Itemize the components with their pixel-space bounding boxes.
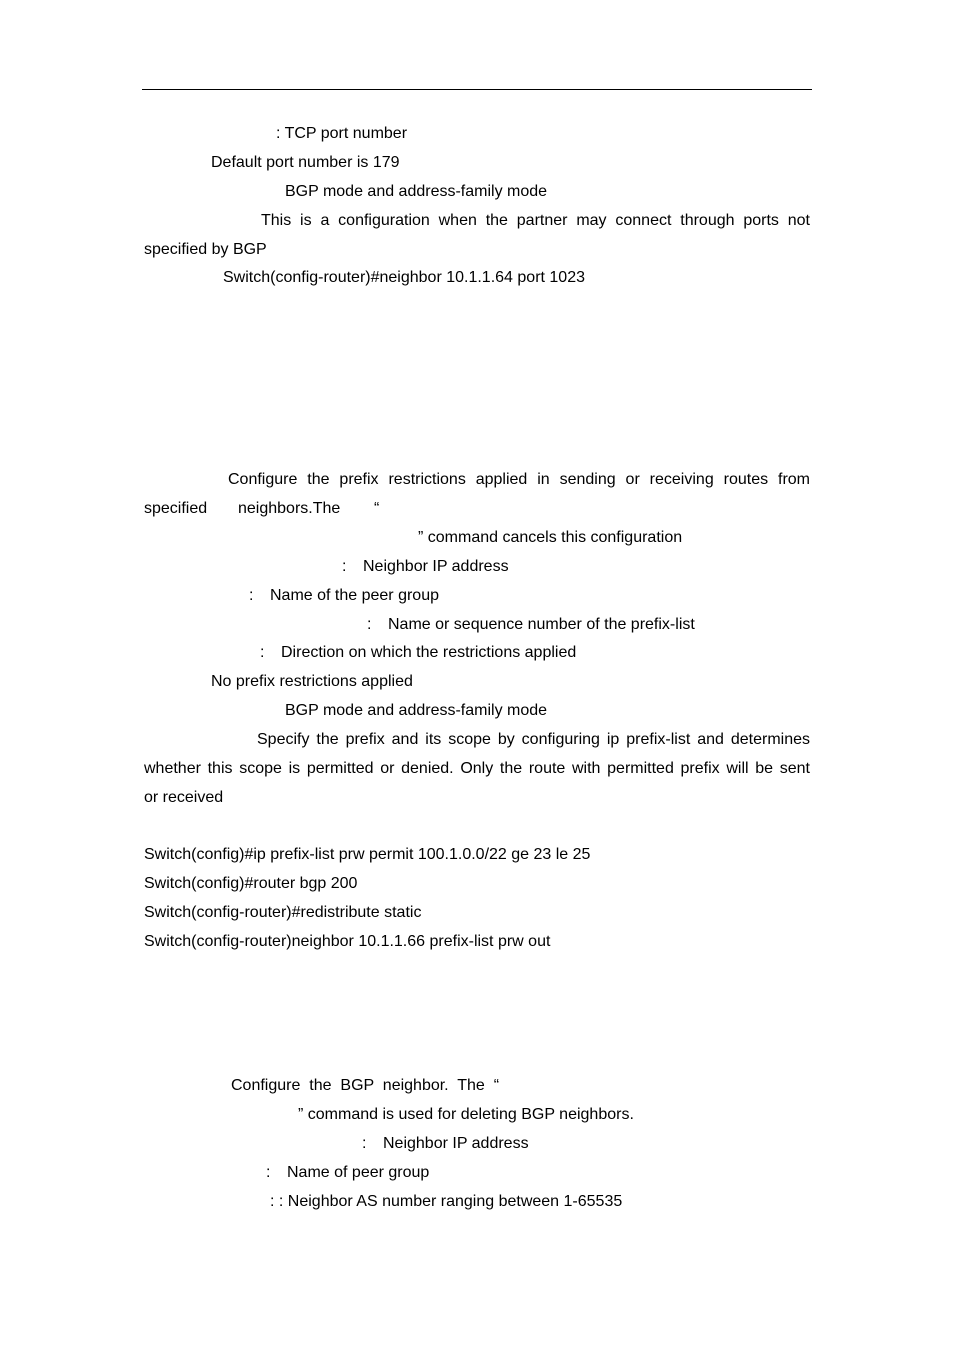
prefix-param-1-colon: : (342, 558, 347, 575)
prefix-function-line-1: Configure the prefix restrictions applied in sending or receiving routes from (228, 471, 810, 488)
prefix-example-line: Switch(config)#router bgp 200 (144, 875, 358, 892)
header-rule (142, 89, 812, 90)
prefix-command-mode: BGP mode and address-family mode (285, 702, 548, 719)
neighbor-param-1-colon: : (362, 1135, 367, 1152)
prefix-param-2-desc: Name of the peer group (270, 587, 439, 604)
prefix-example-line: Switch(config)#ip prefix-list prw permit 100.1.0.0/22 ge 23 le 25 (144, 846, 591, 863)
prefix-param-3-desc: Name or sequence number of the prefix-list (388, 616, 695, 633)
prefix-usage-line-3: or received (144, 789, 224, 806)
neighbor-function-line-2: ” command is used for deleting BGP neighbors. (298, 1106, 634, 1123)
port-example: Switch(config-router)#neighbor 10.1.1.64 port 1023 (223, 269, 585, 286)
prefix-param-4-colon: : (260, 644, 265, 661)
neighbor-param-2-colon: : (266, 1164, 271, 1181)
prefix-param-3-colon: : (367, 616, 372, 633)
prefix-usage-line-2: whether this scope is permitted or denied. Only the route with permitted prefix will be sent (144, 760, 810, 777)
neighbor-param-2-desc: Name of peer group (287, 1164, 430, 1181)
prefix-param-2-colon: : (249, 587, 254, 604)
prefix-usage-line-1: Specify the prefix and its scope by configuring ip prefix-list and determines (257, 731, 810, 748)
prefix-function-word-2: neighbors.The (238, 500, 341, 517)
prefix-param-1-desc: Neighbor IP address (363, 558, 509, 575)
port-default: Default port number is 179 (211, 154, 400, 171)
prefix-function-quote: “ (374, 500, 380, 517)
neighbor-param-1-desc: Neighbor IP address (383, 1135, 529, 1152)
port-param-desc: : TCP port number (276, 125, 408, 142)
port-command-mode: BGP mode and address-family mode (285, 183, 548, 200)
port-usage-line-2: specified by BGP (144, 241, 267, 258)
prefix-example-line: Switch(config-router)neighbor 10.1.1.66 prefix-list prw out (144, 933, 551, 950)
neighbor-function-line-1: Configure the BGP neighbor. The “ (231, 1077, 500, 1094)
prefix-function-word-1: specified (144, 500, 208, 517)
prefix-param-4-desc: Direction on which the restrictions applied (281, 644, 577, 661)
prefix-default: No prefix restrictions applied (211, 673, 413, 690)
neighbor-param-3-desc: : : Neighbor AS number ranging between 1-65535 (270, 1193, 623, 1210)
prefix-example-line: Switch(config-router)#redistribute static (144, 904, 422, 921)
prefix-function-line-3: ” command cancels this configuration (418, 529, 683, 546)
port-usage-line-1: This is a configuration when the partner may connect through ports not (261, 212, 810, 229)
